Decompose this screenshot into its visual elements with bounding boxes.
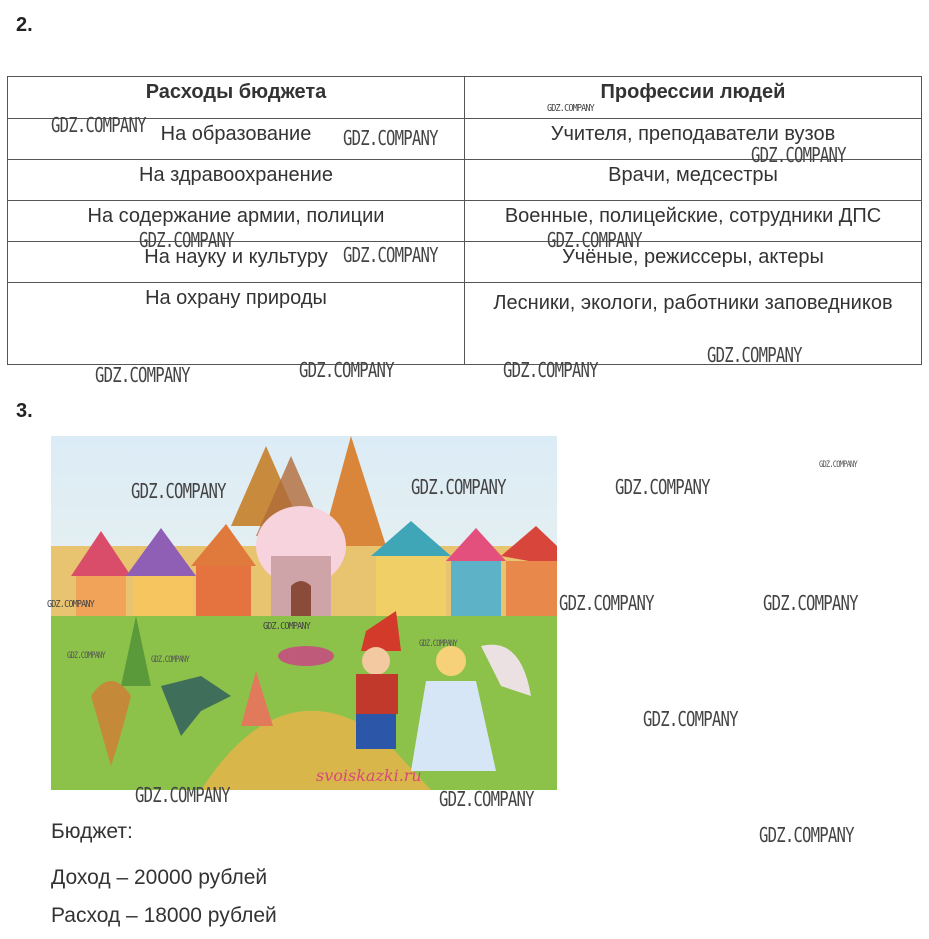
- watermark: GDZ.COMPANY: [559, 591, 654, 615]
- column-header-professions: Профессии людей: [465, 77, 922, 119]
- watermark: GDZ.COMPANY: [135, 783, 230, 807]
- table-cell: На содержание армии, полиции: [8, 201, 465, 242]
- table-cell: На образование: [8, 119, 465, 160]
- watermark: GDZ.COMPANY: [299, 358, 394, 382]
- table-cell: Учёные, режиссеры, актеры: [465, 242, 922, 283]
- table-cell: На здравоохранение: [8, 160, 465, 201]
- watermark: GDZ.COMPANY: [547, 103, 594, 114]
- watermark: GDZ.COMPANY: [819, 460, 857, 470]
- watermark: GDZ.COMPANY: [411, 475, 506, 499]
- watermark: GDZ.COMPANY: [763, 591, 858, 615]
- table-cell: Врачи, медсестры: [465, 160, 922, 201]
- watermark: GDZ.COMPANY: [503, 358, 598, 382]
- illustration-signature: svoiskazki.ru: [316, 766, 422, 785]
- column-header-expenses: Расходы бюджета: [8, 77, 465, 119]
- watermark: GDZ.COMPANY: [343, 243, 438, 267]
- table-cell: Лесники, экологи, работники заповедников: [465, 283, 922, 365]
- budget-expense: Расход – 18000 рублей: [51, 904, 277, 927]
- watermark: GDZ.COMPANY: [47, 599, 94, 610]
- watermark: GDZ.COMPANY: [263, 621, 310, 632]
- watermark: GDZ.COMPANY: [343, 126, 438, 150]
- watermark: GDZ.COMPANY: [67, 651, 105, 661]
- watermark: GDZ.COMPANY: [707, 343, 802, 367]
- watermark: GDZ.COMPANY: [643, 707, 738, 731]
- table-cell: На охрану природы: [8, 283, 465, 365]
- table-cell: На науку и культуру: [8, 242, 465, 283]
- table-cell: Учителя, преподаватели вузов: [465, 119, 922, 160]
- watermark: GDZ.COMPANY: [139, 228, 234, 252]
- watermark: GDZ.COMPANY: [751, 143, 846, 167]
- watermark: GDZ.COMPANY: [547, 228, 642, 252]
- section-number-3: 3.: [16, 400, 33, 422]
- watermark: GDZ.COMPANY: [759, 823, 854, 847]
- watermark: GDZ.COMPANY: [439, 787, 534, 811]
- watermark: GDZ.COMPANY: [51, 113, 146, 137]
- watermark: GDZ.COMPANY: [151, 655, 189, 665]
- watermark: GDZ.COMPANY: [95, 363, 190, 387]
- table-cell: Военные, полицейские, сотрудники ДПС: [465, 201, 922, 242]
- watermark: GDZ.COMPANY: [419, 639, 457, 649]
- section-number-2: 2.: [16, 14, 33, 36]
- budget-income: Доход – 20000 рублей: [51, 866, 268, 889]
- budget-title: Бюджет:: [51, 820, 133, 843]
- watermark: GDZ.COMPANY: [131, 479, 226, 503]
- watermark: GDZ.COMPANY: [615, 475, 710, 499]
